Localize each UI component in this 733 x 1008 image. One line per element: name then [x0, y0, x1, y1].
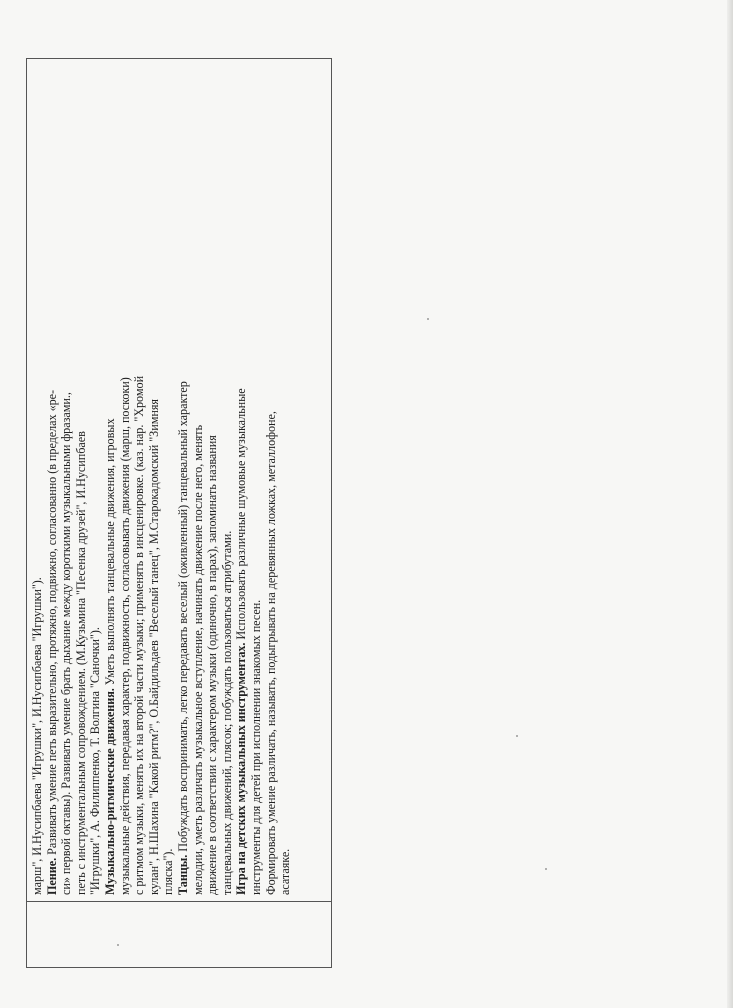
- line-text: мелодии, уметь различать музыкальное вступление, начинать движение после него, менять: [190, 424, 205, 895]
- scan-speck: [427, 318, 429, 320]
- text-line: [147, 65, 162, 895]
- line-text: с ритмом музыки, менять их на второй части музыки; применять в инсценировке. (каз. нар. "Хромой: [132, 375, 147, 895]
- text-line: [176, 65, 191, 895]
- text-line: [132, 65, 147, 895]
- line-text: асатаяке.: [278, 848, 293, 895]
- line-text: кулан", Н.Шахина "Какой ритм?", О.Байдильдаев "Веселый танец", М.Старокадомский "Зимняя: [146, 399, 161, 895]
- line-text: пляска").: [161, 848, 176, 895]
- section-heading: Танцы.: [175, 854, 190, 895]
- section-heading: Музыкально-ритмические движения.: [102, 688, 117, 895]
- line-text: си» первой октавы). Развивать умение брать дыхание между короткими музыкальными фразами.,: [59, 392, 74, 895]
- line-text: Формировать умение различать, называть, подыгрывать на деревянных ложках, металлофоне,: [263, 411, 278, 895]
- line-text: Использовать различные шумовые музыкальные: [234, 388, 249, 643]
- text-line: [30, 65, 45, 895]
- line-text: Побуждать воспринимать, легко передавать веселый (оживленный) танцевальный характер: [175, 381, 190, 855]
- text-line: [88, 65, 103, 895]
- line-text: движение в соответствии с характером музыки (одиночно, в парах), запоминать названия: [205, 435, 220, 895]
- text-line: [59, 65, 74, 895]
- text-line: [234, 65, 249, 895]
- content-table: [26, 58, 332, 968]
- text-line: [74, 65, 89, 895]
- text-line: [264, 65, 279, 895]
- text-line: [205, 65, 220, 895]
- text-line: [220, 65, 235, 895]
- text-line: [278, 65, 293, 895]
- section-heading: Пение.: [44, 857, 59, 895]
- scan-edge: [727, 0, 733, 1008]
- text-line: [103, 65, 118, 895]
- line-text: танцевальных движений, плясок; побуждать пользоваться атрибутами.: [219, 530, 234, 895]
- line-text: музыкальные действия, передавая характер, подвижность, согласовывать движения (марш, поскоки): [117, 377, 132, 895]
- activity-text: [27, 59, 295, 901]
- text-line: [45, 65, 60, 895]
- text-line: [249, 65, 264, 895]
- text-line: [191, 65, 206, 895]
- section-heading: Игра на детских музыкальных инструментах.: [234, 642, 249, 895]
- scan-speck: [516, 735, 518, 737]
- text-line: [118, 65, 133, 895]
- text-line: [161, 65, 176, 895]
- scan-speck: [545, 868, 547, 870]
- line-text: Развивать умение петь выразительно, протяжно, подвижно, согласованно (в пределах «ре-: [44, 389, 59, 858]
- empty-left-cell: [27, 902, 332, 968]
- line-text: петь с инструментальным сопровождением. (М.Кузьмина "Песенка друзей", И.Нусипбаев: [73, 431, 88, 895]
- content-cell: [27, 59, 332, 902]
- table-row: [27, 59, 332, 968]
- line-text: марш", И.Нусипбаева "Игрушки", И.Нусипбаева "Игрушки").: [30, 577, 44, 895]
- line-text: "Игрушки", А. Филиппенко, Т. Волгина "Саночки").: [88, 627, 103, 895]
- line-text: инструменты для детей при исполнении знакомых песен.: [248, 599, 263, 895]
- rotated-table: [26, 58, 332, 968]
- line-text: Уметь выполнять танцевальные движения, игровых: [102, 418, 117, 689]
